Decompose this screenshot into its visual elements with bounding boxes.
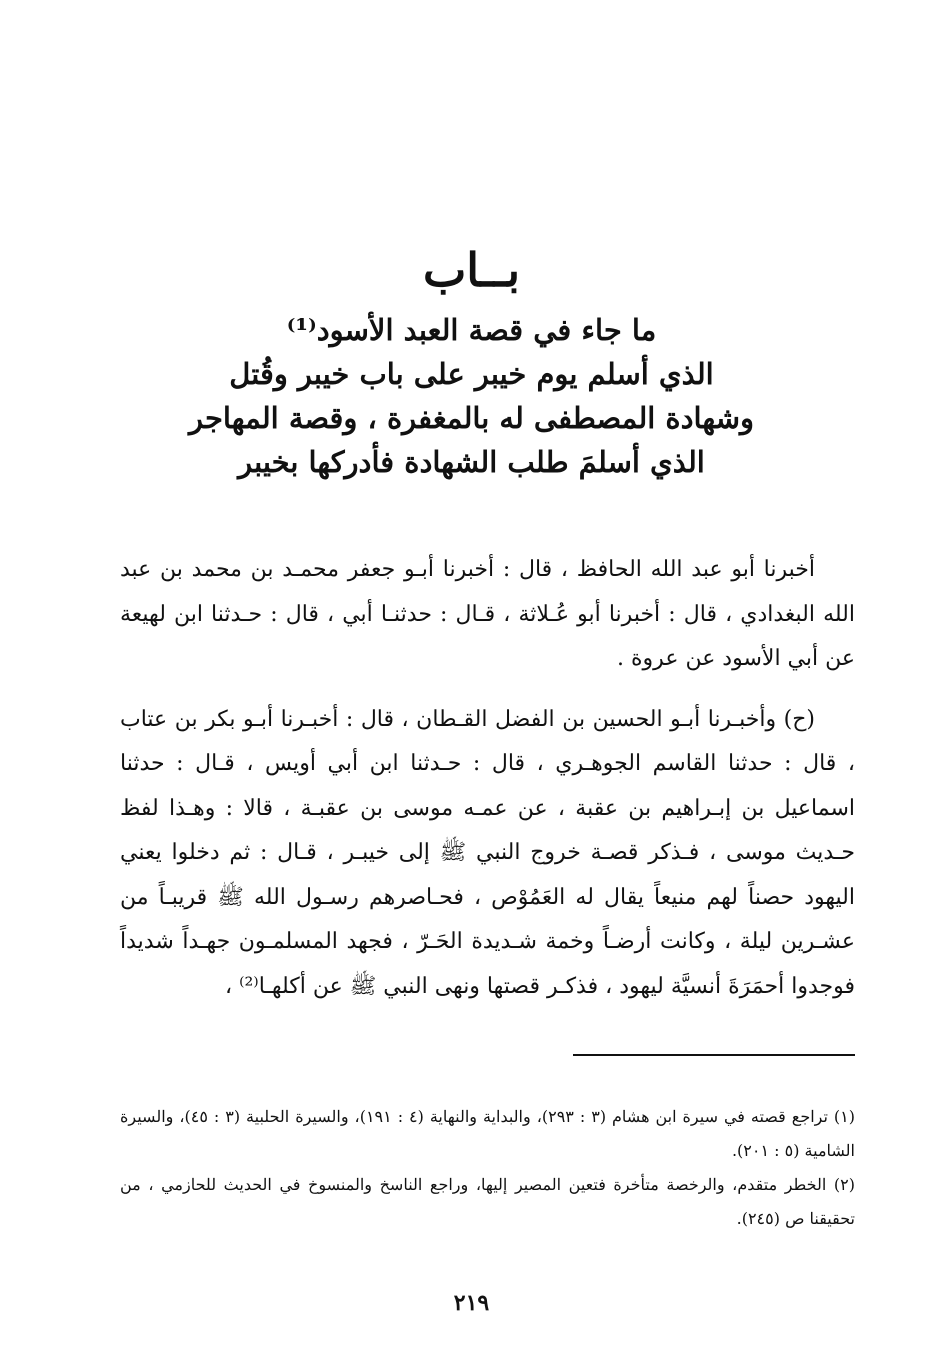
- body-paragraph: (ح) وأخبـرنا أبـو الحسين بن الفضل القـطان ، قال : أخبـرنا أبـو بكر بن عتاب ، قال : حدثنا القاسم الجوهـري ، قال : حـدثنا ابن أبي أويس ، قـال : حدثنا اسماعيل بن إبـراهيم بن عقبة ، عن عمـه موسى بن عقبـة ، قالا : وهـذا لفظ حـديث موسى ، فـذكر قصـة خروج النبي ﷺ إلى خيبـر ، قـال : ثم دخلوا يعني اليهود حصناً لهم منيعاً يقال له العَمُوْص ، فحـاصرهم رسـول الله ﷺ قريبـاً من عشـرين ليلة ، وكانت أرضـاً وخمة شـديدة الحَـرّ ، فجهد المسلمـون جهـداً شديداً فوجدوا أحمَرَةَ أنسيَّة ليهود ، فذكـر قصتها ونهى النبي ﷺ عن أكلهـا⁽²⁾ ،: [120, 706, 855, 999]
- footnote-divider: [573, 1054, 855, 1056]
- chapter-title-line: ما جاء في قصة العبد الأسود⁽¹⁾: [286, 313, 657, 347]
- chapter-heading: بــاب: [422, 243, 521, 297]
- chapter-title-line: الذي أسلم يوم خيبر على باب خيبر وقُتل: [229, 357, 714, 391]
- page-number: ٢١٩: [453, 1290, 490, 1316]
- body-paragraph: أخبرنا أبو عبد الله الحافظ ، قال : أخبرنا أبـو جعفر محمـد بن محمد بن عبد الله البغدادي ، قال : أخبرنا أبو عُـلاثة ، قـال : حدثنـا أبي ، قال : حـدثنا ابن لهيعة عن أبي الأسود عن عروة .: [120, 557, 855, 671]
- body-text: [120, 548, 855, 1025]
- chapter-title-line: الذي أسلمَ طلب الشهادة فأدركها بخيبر: [238, 445, 705, 479]
- footnotes: [120, 1100, 855, 1236]
- chapter-title-line: وشهادة المصطفى له بالمغفرة ، وقصة المهاجر: [188, 401, 755, 435]
- chapter-title: [150, 308, 793, 484]
- footnote-2: (٢) الخطر متقدم، والرخصة متأخرة فتعين المصير إليها، وراجع الناسخ والمنسوخ في الحديث للحازمي ، من تحقيقنا ص (٢٤٥).: [120, 1175, 855, 1228]
- footnote-1: (١) تراجع قصته في سيرة ابن هشام (٣ : ٢٩٣)، والبداية والنهاية (٤ : ١٩١)، والسيرة الحلبية (٣ : ٤٥)، والسيرة الشامية (٥ : ٢٠١).: [120, 1107, 855, 1160]
